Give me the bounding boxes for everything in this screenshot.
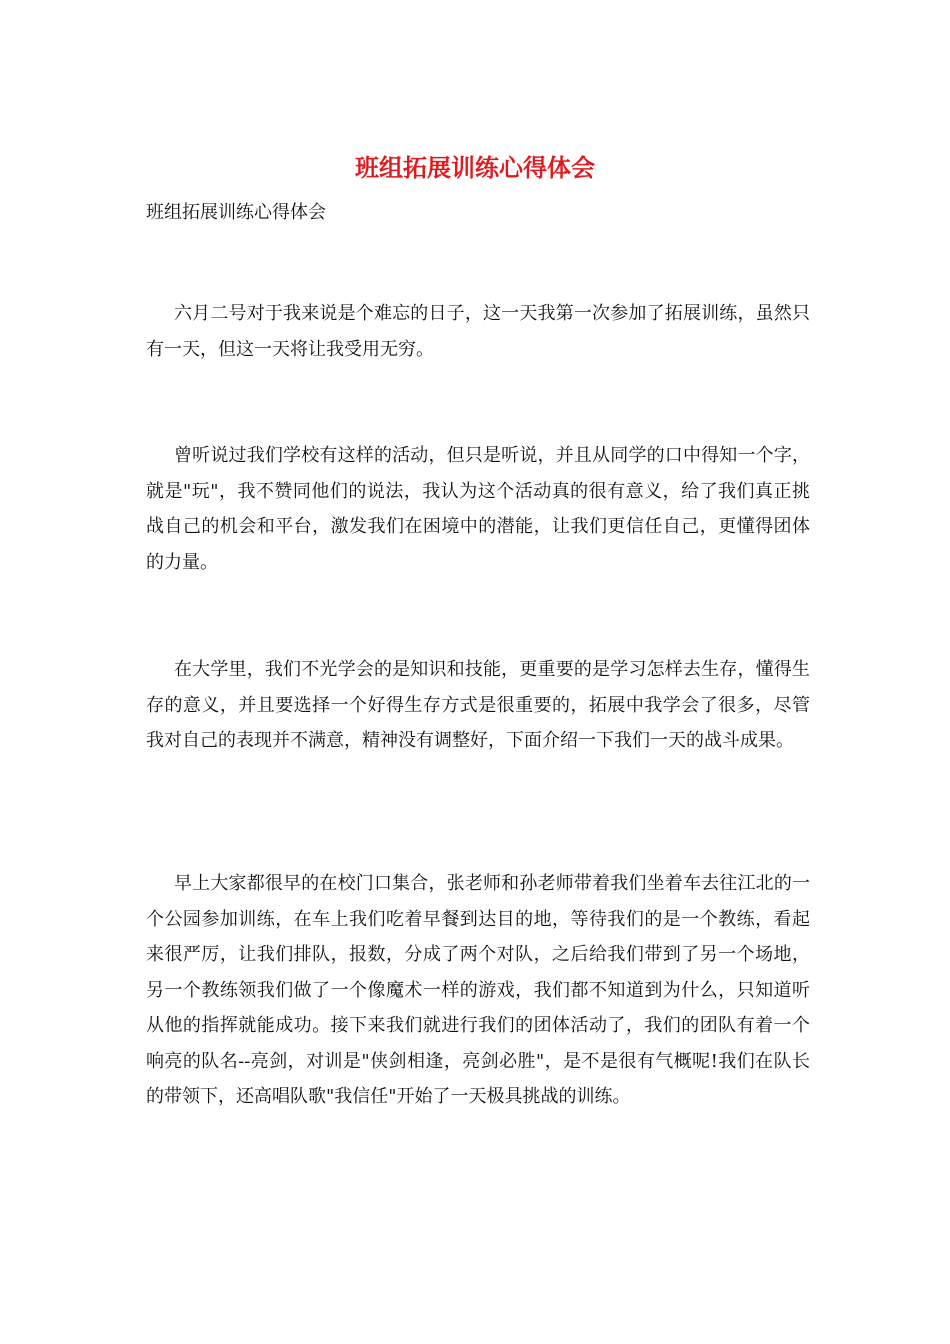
body-paragraph-4: 早上大家都很早的在校门口集合，张老师和孙老师带着我们坐着车去往江北的一个公园参加训练，在车上我们吃着早餐到达目的地，等待我们的是一个教练，看起来很严厉，让我们排队，报数，分成了两个对队，之后给我们带到了另一个场地，另一个教练领我们做了一个像魔术一样的游戏，我们都不知道到为什么，只知道听从他的指挥就能成功。接下来我们就进行我们的团体活动了，我们的团队有着一个响亮的队名--亮剑，对训是"侠剑相逢，亮剑必胜"，是不是很有气概呢!我们在队长的带领下，还高唱队歌"我信任"开始了一天极具挑战的训练。 [146, 873, 810, 1107]
document-title: 班组拓展训练心得体会 [355, 153, 595, 182]
document-subtitle: 班组拓展训练心得体会 [146, 202, 326, 223]
body-paragraph-1: 六月二号对于我来说是个难忘的日子，这一天我第一次参加了拓展训练，虽然只有一天，但这一天将让我受用无穷。 [146, 303, 810, 360]
body-paragraph-3: 在大学里，我们不光学会的是知识和技能，更重要的是学习怎样去生存，懂得生存的意义，并且要选择一个好得生存方式是很重要的，拓展中我学会了很多，尽管我对自己的表现并不满意，精神没有调整好，下面介绍一下我们一天的战斗成果。 [146, 659, 810, 751]
body-paragraph-2: 曾听说过我们学校有这样的活动，但只是听说，并且从同学的口中得知一个字，就是"玩"，我不赞同他们的说法，我认为这个活动真的很有意义，给了我们真正挑战自己的机会和平台，激发我们在困境中的潜能，让我们更信任自己，更懂得团体的力量。 [146, 445, 810, 573]
